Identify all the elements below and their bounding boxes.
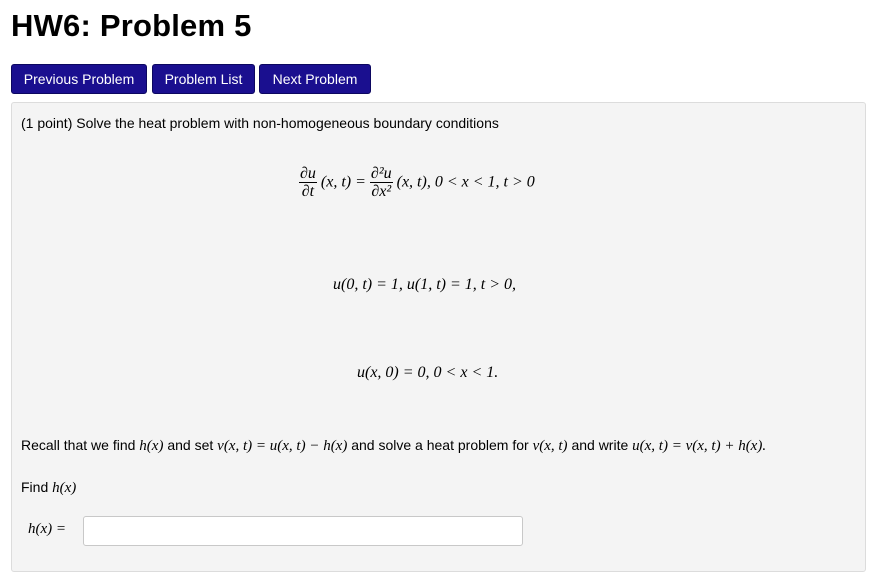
answer-input[interactable] — [83, 516, 523, 546]
previous-problem-button[interactable]: Previous Problem — [11, 64, 147, 94]
boundary-conditions: u(0, t) = 1, u(1, t) = 1, t > 0, — [333, 276, 517, 293]
du-dt-fraction: $\frac{\partial u}{\partial t}$ — [300, 165, 316, 200]
find-prompt: Find h(x) — [21, 479, 77, 496]
next-problem-button[interactable]: Next Problem — [259, 64, 371, 94]
page-title: HW6: Problem 5 — [11, 8, 252, 43]
recall-text: Recall that we find h(x) and set v(x, t) = u(x, t) − h(x) and solve a heat problem for v(x, t) and write u(x, t) = v(x, t) + h(x). — [21, 437, 767, 454]
pde-lhs-args: (x, t) = — [320, 173, 366, 191]
problem-intro: (1 point) Solve the heat problem with non-homogeneous boundary conditions — [21, 115, 499, 131]
pde-equation — [299, 166, 535, 200]
d2u-dx2-fraction: $\frac{\text{∂²u}}{\text{∂x²}}$ — [370, 165, 392, 200]
pde-rhs-args: (x, t), 0 < x < 1, t > 0 — [396, 173, 535, 191]
initial-condition: u(x, 0) = 0, 0 < x < 1. — [357, 364, 499, 381]
problem-list-button[interactable]: Problem List — [152, 64, 255, 94]
answer-label: h(x) = — [28, 521, 67, 537]
problem-body — [11, 102, 866, 572]
